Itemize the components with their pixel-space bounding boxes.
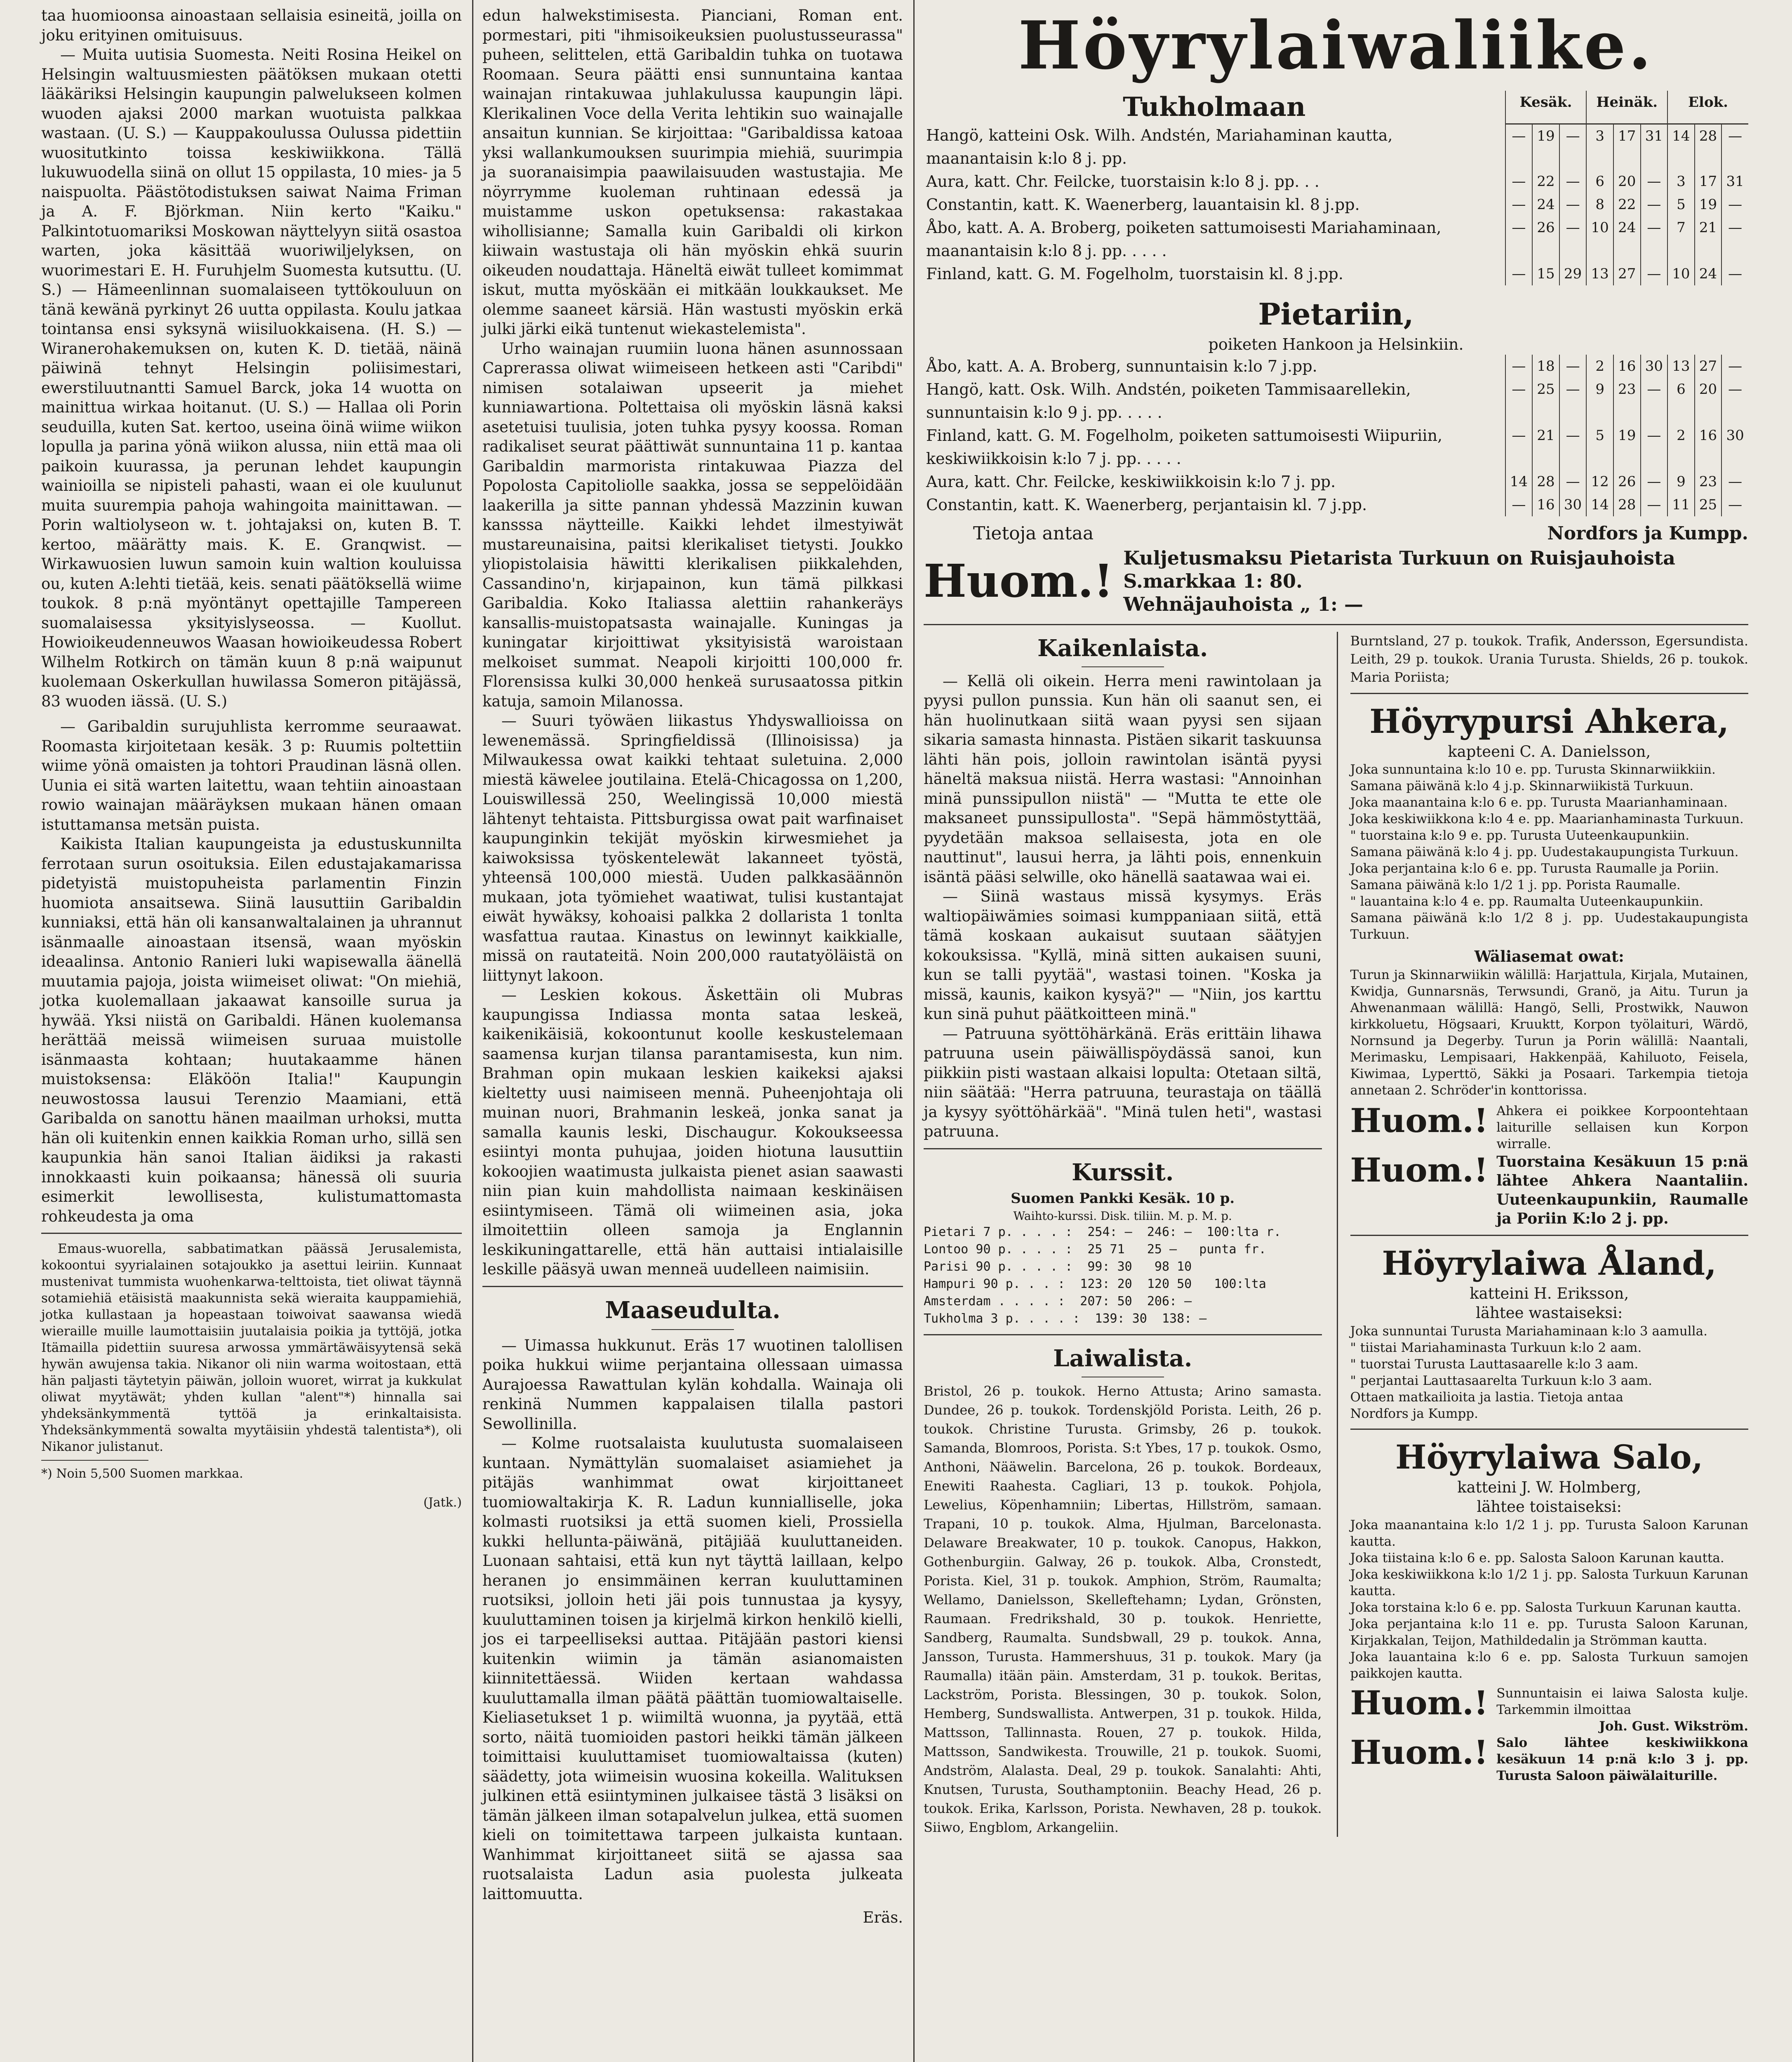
serial-story: Emaus-wuorella, sabbatimatkan päässä Jerusalemista, kokoontui syyrialainen sotajoukko ja asettui leiriin. Kunnaat mustenivat tummista wuohenkarwa-telttoista, tiet oliwat täynnä sotamiehiä etäisistä maakunnista sekä wieraita kauppamiehiä, jotka kullastaan ja hopeastaan toiwoivat saawansa wiedä wieraille muille laumottaisiin juutalaisia poikia ja tyttöjä, jotka Itämailla pidettiin suuresa arwossa ymmärtäwäisyytensä sekä hywän awujensa takia. Nikanor oli niin warma woitostaan, että hän paljasti täytetyin päiwän, jolloin wuoret, wirrat ja kukkulat oliwat myytäwät; yhden kullan "alent"*) hinnalla sai yhdeksänkymmentä tyttöä ja erinkaltaisista. Yhdeksänkymmentä sowalta myytäisiin yhdestä talentista*), oli Nikanor julistanut.	[41, 1241, 462, 1454]
date-cell: —	[1641, 493, 1668, 516]
date-cell: —	[1721, 470, 1748, 493]
destination-heading: Pietariin,	[1258, 297, 1414, 332]
date-cell: 24	[1613, 216, 1641, 262]
ad-schedule	[1350, 1517, 1749, 1682]
date-cell: 13	[1667, 355, 1695, 378]
section-heading: Laiwalista.	[1053, 1345, 1192, 1372]
divider	[1350, 693, 1749, 694]
freight-text: Kuljetusmaksu Pietarista Turkuun on Ruisjauhoista S.markkaa 1: 80.	[1123, 546, 1675, 592]
date-cell: —	[1559, 124, 1587, 170]
column-3	[924, 0, 1748, 1837]
date-cell: 5	[1586, 424, 1613, 470]
article-widows: — Leskien kokous. Äskettäin oli Mubras kaupungissa Indiassa monta sataa leskeä, kaikenikäisiä, kokoontunut koolle keskustelemaan saamensa kurjan tilansa parantamisesta, kun nim. Brahman opin mukaan leskien kaikeksi ajaksi kieltetty uusi naimiseen mennä. Puheenjohtaja oli muinan nuori, Brahmanin leskeä, jonka sanat ja samalla kaunis leski, Dischaugur. Kokoukseessa esiintyi monta puhujaa, joiden hiotuna lausuttiin kokoojien waatimusta julkaista pienet asian saawasti niin pian kuin mahdollista naimaan keskinäisen esiintymiseen. Tämä oli wiimeinen asia, joka ilmoitettiin olleen samoja ja Englannin leskikuningattarelle, että hän auttaisi intialaisille leskille pääsyä uwan menneä uudelleen naimisiin.	[482, 986, 903, 1278]
ship-cell: Finland, katt. G. M. Fogelholm, tuorstaisin kl. 8 j.pp.	[926, 265, 1343, 283]
exchange-table	[924, 1224, 1322, 1328]
misc-article: — Siinä wastaus missä kysymys. Eräs waltiopäiwämies soimasi kumppaniaan siitä, että tämä koskaan aukaisut suutaan säätyjen kokouksissa. "Kyllä, minä sitten aukaisen suuni, kun se talli pyytää", wastasi toinen. "Koska ja missä, kaunis, kaikon kysyä?" — "Niin, jos karttu kun sinä puhut päätkoitteen minä."	[924, 887, 1322, 1023]
date-cell: —	[1721, 216, 1748, 262]
heading-rule	[651, 1329, 734, 1330]
stops-text: Turun ja Skinnarwiikin wälillä: Harjattula, Kirjala, Mutainen, Kwidja, Gunnarsnäs, Terwsundi, Granö, ja Aitu. Turun ja Ahwenanmaan wälillä: Hangö, Selli, Prostwikk, Nauwon kirkkoluetu, Högsaari, Kruuktt, Korpon työlaituri, Wärdö, Nornsund ja Degerby. Turun ja Porin wälillä: Naantali, Merimasku, Lempisaari, Hakkenpää, Kahiluoto, Feisela, Kiwimaa, Lyperttö, Säkki ja Posaari. Tarkempia tietoja annetaan 2. Schröder'in konttorissa.	[1350, 967, 1748, 1098]
stockholm-schedule	[924, 91, 1748, 285]
schedule-line: Joka sunnuntaina k:lo 10 e. pp. Turusta Skinnarwiikkiin.	[1350, 762, 1716, 777]
destination-subheading: poiketen Hankoon ja Helsinkiin.	[1208, 335, 1464, 353]
date-cell: 14	[1505, 470, 1533, 493]
schedule-line: " tuorstaina k:lo 9 e. pp. Turusta Uuteenkaupunkiin.	[1350, 828, 1690, 843]
divider	[1350, 1235, 1749, 1236]
date-cell: 30	[1641, 355, 1668, 378]
agent-name: Nordfors ja Kumpp.	[1547, 523, 1748, 544]
divider	[924, 1334, 1322, 1335]
schedule-row	[924, 170, 1748, 193]
schedule-row	[924, 378, 1748, 424]
date-cell: 25	[1695, 493, 1722, 516]
heading-rule	[1082, 666, 1164, 667]
ship-cell: Hangö, katteini Osk. Wilh. Andstén, Mariahaminan kautta, maanantaisin k:lo 8 j. pp.	[926, 126, 1393, 167]
date-cell: 24	[1695, 262, 1722, 285]
ship-cell: Hangö, katt. Osk. Wilh. Andstén, poiketen Tammisaarellekin, sunnuntaisin k:lo 9 j. pp. . . . .	[926, 380, 1411, 421]
ship-cell: Åbo, katt. A. A. Broberg, sunnuntaisin k:lo 7 j.pp.	[926, 357, 1317, 375]
date-cell: 14	[1586, 493, 1613, 516]
date-cell: 12	[1586, 470, 1613, 493]
date-cell: 20	[1695, 378, 1722, 424]
misc-article: — Patruuna syöttöhärkänä. Eräs erittäin lihawa patruuna usein päiwällispöydässä sanoi, kun piikkiin pisti wastaan alkaisi lopulta: Otetaan siltä, niin säätää: "Herra patruuna, teurastaja on täällä ja kysyy syöttöhärkää". "Minä tulen heti", wastasi patruuna.	[924, 1024, 1322, 1140]
month-header: Kesäk.	[1505, 91, 1587, 124]
date-cell: —	[1559, 170, 1587, 193]
date-cell: —	[1505, 262, 1533, 285]
schedule-line: Ottaen matkailioita ja lastia. Tietoja antaa	[1350, 1389, 1623, 1405]
date-cell: 30	[1559, 493, 1587, 516]
date-cell: —	[1559, 193, 1587, 216]
schedule-row	[924, 193, 1748, 216]
freight-text-2: Wehnäjauhoista „ 1: —	[1123, 593, 1364, 615]
notice-block	[1350, 1152, 1749, 1228]
ad-captain: katteini H. Eriksson,	[1470, 1284, 1629, 1302]
date-cell: 21	[1532, 424, 1559, 470]
contact-label: Tietoja antaa	[973, 523, 1094, 544]
ad-subline: lähtee wastaiseksi:	[1476, 1304, 1623, 1322]
ship-cell: Finland, katt. G. M. Fogelholm, poiketen sattumoisesti Wiipuriin, keskiwiikkoisin k:lo 7 j. pp. . . . .	[926, 426, 1443, 468]
schedule-line: " perjantai Lauttasaarelta Turkuun k:lo 3 aam.	[1350, 1373, 1653, 1388]
article-text: taa huomioonsa ainoastaan sellaisia esineitä, joilla on joku erityinen omituisuus.	[41, 7, 462, 44]
date-cell: 26	[1532, 216, 1559, 262]
exchange-row: Hampuri 90 p. . . : 123: 20 120 50 100:lta	[924, 1277, 1266, 1291]
date-cell: 10	[1586, 216, 1613, 262]
date-cell: 27	[1613, 262, 1641, 285]
date-cell: 2	[1667, 424, 1695, 470]
date-cell: —	[1505, 170, 1533, 193]
date-cell: 29	[1559, 262, 1587, 285]
schedule-row	[924, 493, 1748, 516]
notice-block	[1350, 1685, 1749, 1735]
date-cell: —	[1505, 124, 1533, 170]
month-header: Heinäk.	[1586, 91, 1667, 124]
date-cell: —	[1559, 378, 1587, 424]
contact-line	[924, 523, 1748, 544]
divider	[482, 1286, 903, 1287]
notice-label: Huom.!	[1350, 1683, 1489, 1722]
article-strike: — Suuri työwäen liikastus Yhdyswallioissa on lewenemässä. Springfieldissä (Illinoisissa) ja Milwaukessa owat kaikki tehtaat suletuina. 2,000 miestä käwelee joutilaina. Etelä-Chicagossa on 1,200, Louiswillessä 250, Weelingissä 10,000 miestä lähtenyt tehtaista. Pittsburgissa owat pait warfinaiset kaupunginkin tekijät myöskin kirwesmiehet ja kaiwoksissa työskentelewät lakanneet työstä, yhteensä 100,000 miestä. Uuden palkkasäännön mukaan, jota työmiehet waatiwat, tulisi kustantajat eiwät hywäksy, kohoaisi palkka 2 dollarista 1 tonlta wasfattua rautaa. Kinastus on lewinnyt kaikkialle, missä on rautateitä. Noin 200,000 rautatyöläistä on liittynyt lakoon.	[482, 712, 903, 984]
ship-cell: Aura, katt. Chr. Feilcke, tuorstaisin k:lo 8 j. pp. . .	[926, 172, 1319, 191]
divider	[1350, 1429, 1749, 1430]
date-cell: —	[1505, 424, 1533, 470]
schedule-line: Nordfors ja Kumpp.	[1350, 1406, 1478, 1421]
schedule-row	[924, 355, 1748, 378]
date-cell: 31	[1721, 170, 1748, 193]
subcolumn-right	[1337, 632, 1749, 1837]
section-heading: Kaikenlaista.	[1037, 634, 1208, 662]
article-garibaldi: — Garibaldin surujuhlista kerromme seuraawat. Roomasta kirjoitetaan kesäk. 3 p: Ruumis poltettiin wiime yönä omaisten ja tohtori Praudinan läsnä ollen. Uunia ei sitä warten laitettu, waan tehtiin ainoastaan rowio wainajan määräyksen mukaan hänen omaan istuttamansa metsän puista.	[41, 718, 462, 833]
schedule-line: " tiistai Mariahaminasta Turkuun k:lo 2 aam.	[1350, 1340, 1642, 1355]
freight-notice	[924, 546, 1748, 616]
date-cell: 27	[1695, 355, 1722, 378]
ship-cell: Aura, katt. Chr. Feilcke, keskiwiikkoisin k:lo 7 j. pp.	[926, 472, 1336, 491]
date-cell: —	[1505, 355, 1533, 378]
schedule-line: Samana päiwänä k:lo 4 j.p. Skinnarwiikistä Turkuun.	[1350, 779, 1694, 793]
notice-label: Huom.!	[924, 554, 1114, 607]
date-cell: —	[1641, 470, 1668, 493]
schedule-row	[924, 216, 1748, 262]
schedule-line: Joka perjantaina k:lo 6 e. pp. Turusta Raumalle ja Poriin.	[1350, 861, 1719, 876]
exchange-subheading: Suomen Pankki Kesäk. 10 p.	[1011, 1190, 1235, 1207]
date-cell: —	[1641, 193, 1668, 216]
schedule-line: Joka tiistaina k:lo 6 e. pp. Salosta Saloon Karunan kautta.	[1350, 1550, 1724, 1565]
date-cell: —	[1559, 355, 1587, 378]
lower-section	[924, 632, 1748, 1837]
date-cell: 23	[1695, 470, 1722, 493]
exchange-columns: Waihto-kurssi. Disk. tiliin. M. p. M. p.	[1013, 1209, 1232, 1223]
notice-text: Tuorstaina Kesäkuun 15 p:nä lähtee Ahkera Naantaliin. Uuteenkaupunkiin, Raumalle ja Poriin K:lo 2 j. pp.	[1496, 1153, 1748, 1227]
exchange-row: Amsterdam . . . . : 207: 50 206: —	[924, 1294, 1207, 1309]
notice-block	[1350, 1732, 1749, 1784]
date-cell: 2	[1586, 355, 1613, 378]
notice-text: Salo lähtee keskiwiikkona kesäkuun 14 p:nä k:lo 3 j. pp. Turusta Saloon päiwälaiturille.	[1496, 1735, 1748, 1783]
exchange-row: Tukholma 3 p. . . . : 139: 30 138: —	[924, 1311, 1222, 1326]
section-heading: Kurssit.	[1072, 1158, 1174, 1186]
date-cell: 24	[1532, 193, 1559, 216]
month-header: Elok.	[1667, 91, 1748, 124]
date-cell: 30	[1721, 424, 1748, 470]
article-swedish-notices: — Kolme ruotsalaista kuulutusta suomalaiseen kuntaan. Nymättylän suomalaiset asiamiehet ja pitäjäs wanhimmat owat kirjoittaneet tuomiowaltakirja K. R. Ladun kunnialliselle, joka kolmasti ruotsiksi ja että suomen kieli, Prossiella kukki hellunta-päiwänä, pitäjiää kuuluttaneiden. Luonaan sahtaisi, että kun nyt täyttä laillaan, kelpo heranen jo ensimmäinen kerran kuuluttaminen ruotsiksi, jolloin heti jäi pois tunnustaa ja kysyy, kuuluttaminen toisen ja kirjelmä kirkon henkilö kielli, jos ei tarpeelliseksi auttaa. Pitäjään pastori kiensi kuitenkin wiimin ja tämän asianomaisten kiinnitettäessä. Wiiden kertaan wahdassa kuuluttamalla ilman päätä päättän tuomiowaltaiselle. Kieliasetukset 1 p. wiimiltä wuonna, ja pyytää, että sorto, näitä tuomioiden pastori heikki tämän jälkeen toimittaisi kuuluttamiset tuomiowaltaissa (kuten) säädetty, jota wiimeisin wuosina kokeilla. Walituksen julkinen että esiintyminen julkaisee tästä 3 lisäksi on tämän jälkeen ilman sotapalvelun julkea, että suomen kieli on toimitettawa tarpeen julkaista kuntaan. Wanhimmat kirjoittaneet siitä se ajassa saa ruotsalaista Ladun asia puolesta julkeata laittomuutta.	[482, 1434, 903, 1903]
date-cell: —	[1641, 170, 1668, 193]
schedule-line: " tuorstai Turusta Lauttasaarelle k:lo 3 aam.	[1350, 1356, 1639, 1372]
article-drowned: — Uimassa hukkunut. Eräs 17 wuotinen talollisen poika hukkui wiime perjantaina ollessaan uimassa Aurajoessa Rawattulan kylän kohdalla. Wainaja oli renkinä Nummen kappalaisen tilalla pastori Sewollinilla.	[482, 1336, 903, 1433]
schedule-row	[924, 124, 1748, 170]
notice-label: Huom.!	[1350, 1101, 1489, 1140]
date-cell: 9	[1586, 378, 1613, 424]
date-cell: 19	[1532, 124, 1559, 170]
footnote-rule	[41, 1460, 148, 1461]
continued-label: (Jatk.)	[423, 1495, 462, 1510]
schedule-line: Joka perjantaina k:lo 11 e. pp. Turusta Saloon Karunan, Kirjakkalan, Teijon, Mathildedalin ja Strömman kautta.	[1350, 1616, 1748, 1648]
date-cell: —	[1641, 216, 1668, 262]
footnote: *) Noin 5,500 Suomen markkaa.	[41, 1466, 243, 1481]
ad-captain: kapteeni C. A. Danielsson,	[1448, 742, 1651, 760]
divider	[41, 1233, 462, 1234]
date-cell: —	[1721, 355, 1748, 378]
notice-signature: Joh. Gust. Wikström.	[1599, 1718, 1748, 1734]
exchange-row: Pietari 7 p. . . . : 254: — 246: — 100:lta r.	[924, 1225, 1281, 1239]
subcolumn-left	[924, 632, 1322, 1837]
date-cell: 3	[1586, 124, 1613, 170]
date-cell: 14	[1667, 124, 1695, 170]
schedule-line: Joka lauantaina k:lo 6 e. pp. Salosta Turkuun samojen paikkojen kautta.	[1350, 1649, 1748, 1681]
article-garibaldi-cont: Kaikista Italian kaupungeista ja edustuskunnilta ferrotaan surun osoituksia. Eilen edustajakamarissa pidetyistä muistopuheista parlamentin Finzin huomiota ansaitsewa. Siinä lausuttiin Garibaldin kunniaksi, että hän oli kansanwaltalainen ja uhrannut isänmaalle ainoastaan itsensä, waan myöskin ideaalinsa. Antonio Ranieri luki wapisewalla äänellä muutamia pajoja, joista wiimeiset oliwat: "On miehiä, jotka kuolemallaan jakaawat kansoille surua ja hywää. Yksi niistä on Garibaldi. Hänen kuolemansa herättää meissä wiimeisen suruaa muistolle isänmaasta kohtaan; huutakaamme hänen muistoksensa: Eläköön Italia!" Kaupungin neuwostossa lausui Terenzio Maamiani, että Garibalda on sanottu hänen maailman urhoksi, mutta hän oli kuitenkin ennen kaikkia Roman urho, sillä sen kaupunkia hän sanoi Italian äidiksi ja rakasti innokkaasti kuin poikaansa; hänessä oli suuria esimerkit lewollisesta, kulistumattomasta rohkeudesta ja oma	[41, 835, 462, 1225]
misc-article: — Kellä oli oikein. Herra meni rawintolaan ja pyysi pullon punssia. Kun hän oli saanut sen, ei hän huolinutkaan siitä waan pyysi sen sijaan sikaria samasta hinnasta. Pistäen sikarit taskuunsa lähti hän pois, jolloin rawintolan isäntä pyysi häneltä maksua niistä. Herra wastasi: "Annoinhan minä punssipullon niistä" — "Mutta te ette ole maksaneet punssipullosta". "Sepä hämmöstyttää, pyydetään maksoa sellaisesta, jota en ole nauttinut", lausui herra, ja lähti pois, ennenkuin isäntä pääsi selwille, oko hänellä saatawaa wai ei.	[924, 672, 1322, 886]
notice-label: Huom.!	[1350, 1732, 1489, 1772]
schedule-line: Joka maanantaina k:lo 1/2 1 j. pp. Turusta Saloon Karunan kautta.	[1350, 1517, 1748, 1549]
date-cell: 17	[1695, 170, 1722, 193]
date-cell: 11	[1667, 493, 1695, 516]
column-rule	[472, 0, 473, 2062]
ad-heading: Höyrylaiwa Salo,	[1395, 1437, 1703, 1476]
column-rule	[913, 0, 915, 2062]
article-news-finland: — Muita uutisia Suomesta. Neiti Rosina Heikel on Helsingin waltuusmiesten päätöksen mukaan otetti lääkäriksi Helsingin kaupungin palwelukseen kolmen wuoden ajaksi 2000 markan wuotuista palkkaa wastaan. (U. S.) — Kauppakoulussa Oulussa pidettiin wuositutkinto toissa keskiwiikkona. Tällä lukuwuodella siinä on ollut 15 oppilasta, 10 mies- ja 5 naispuolta. Päästötodistuksen saiwat Naima Friman ja A. F. Björkman. Niin kerto "Kaiku." Palkintotuomariksi Moskowan näyttelyyn siitä osastoa warten, joka käsittää wuoriwiljelyksen, on wuorimestari E. H. Furuhjelm Suomesta kutsuttu. (U. S.) — Hämeenlinnan suomalaiseen tyttökouluun on tänä kewänä pyrkinyt 26 uutta oppilasta. Koulu jatkaa tointansa ensi syksynä wiisiluokkaisena. (H. S.) — Wiranerohakemuksen on, kuten K. D. tietää, näinä päiwinä tehnyt Helsingin poliisimestari, ewerstiluutnantti Samuel Barck, joka 14 wuotta on mainittua wirkaa hoitanut. (U. S.) — Hallaa oli Porin seuduilla, kuten Sat. kertoo, useina öinä wiime wiikon lopulla ja parina yönä wiikon alussa, niin että maa oli paikoin kuurassa, ja perunan lehdet kaupungin wainioilla se nipisteli pahasti, waan ei ole kuulunut muita suurempia pahoja wahingoita mainittawan. — Porin waltiolyseon w. t. johtajaksi on, kuten B. T. kertoo, määrätty mais. K. E. Granqwist. — Wirkawuosien luwun samoin kuin waltion kouluissa ou, kuten A:lehti tietää, keis. senati päätöksellä wiime toukok. 8 p:nä myöntänyt opettajille Tampereen suomalaisessa yksityislyseossa. — Kuollut. Howioikeudenneuwos Waasan howioikeudessa Robert Wilhelm Rotkirch on tämän kuun 8 p:nä waipunut kuolemaan Oskerkullan huwilassa Someron pitäjässä, 83 wuoden iässä. (U. S.)	[41, 46, 462, 710]
divider	[924, 624, 1748, 625]
notice-text: Ahkera ei poikkee Korpoontehtaan laiturille sellaisen kun Korpon wirralle.	[1496, 1103, 1748, 1151]
date-cell: —	[1721, 193, 1748, 216]
date-cell: 23	[1613, 378, 1641, 424]
date-cell: 20	[1613, 170, 1641, 193]
date-cell: 19	[1695, 193, 1722, 216]
ad-heading: Höyrylaiwa Åland,	[1382, 1243, 1717, 1283]
date-cell: 6	[1586, 170, 1613, 193]
schedule-line: Joka keskiwiikkona k:lo 1/2 1 j. pp. Salosta Turkuun Karunan kautta.	[1350, 1567, 1748, 1598]
destination-heading: Tukholmaan	[1123, 92, 1306, 122]
article-text: Urho wainajan ruumiin luona hänen asunnossaan Caprerassa oliwat wiimeiseen hetkeen asti "Caribdi" nimisen sotalaiwan upseerit ja miehet kunniawartiona. Poltettaisa oli myöskin läsnä kaksi asetetuisi tuulisia, joten tuhka pysyy koossa. Roman radikaliset seurat päättiwät sunnuntaina 11 p. kantaa Garibaldin marmorista rintakuwaa Piazza del Popolosta Capitoliolle saakka, jossa se seppelöidään laakerilla ja sitte pannan yhdessä Mazzinin kuwan kansssa näytteille. Kaikki lehdet ilmestyiwät mustareunaisina, paitsi klerikaliset tietysti. Joukko yliopistolaisia häwitti klerikalisen piikkalehden, Cassandino'n, kirjapainon, kun tämä pilkkasi Garibaldia. Koko Italiassa alettiin rahankeräys kansallis-muistopatsasta wainajalle. Kuningas ja kuningatar kirjoittiwat yksityisistä waroistaan melkoiset summat. Neapoli kirjoitti 100,000 fr. Florensissa kulki 30,000 henkeä surusaatossa pitkin katuja, samoin Milanossa.	[482, 339, 903, 710]
date-cell: 13	[1586, 262, 1613, 285]
date-cell: —	[1559, 424, 1587, 470]
schedule-line: Samana päiwänä k:lo 1/2 8 j. pp. Uudestakaupungista Turkuun.	[1350, 911, 1748, 942]
date-cell: —	[1505, 493, 1533, 516]
notice-label: Huom.!	[1350, 1150, 1489, 1189]
date-cell: 15	[1532, 262, 1559, 285]
column-1	[41, 0, 462, 1511]
date-cell: 18	[1532, 355, 1559, 378]
ad-heading: Höyrypursi Ahkera,	[1369, 701, 1729, 741]
date-cell: 10	[1667, 262, 1695, 285]
signature: Eräs.	[863, 1909, 903, 1926]
date-cell: 28	[1695, 124, 1722, 170]
date-cell: 6	[1667, 378, 1695, 424]
schedule-row	[924, 470, 1748, 493]
ship-cell: Constantin, katt. K. Waenerberg, perjantaisin kl. 7 j.pp.	[926, 495, 1367, 514]
exchange-row: Lontoo 90 p. . . . : 25 71 25 — punta fr.	[924, 1242, 1266, 1257]
date-cell: 28	[1613, 493, 1641, 516]
date-cell: —	[1505, 378, 1533, 424]
divider	[924, 1148, 1322, 1149]
date-cell: 22	[1613, 193, 1641, 216]
date-cell: —	[1559, 216, 1587, 262]
exchange-row: Parisi 90 p. . . . : 99: 30 98 10	[924, 1259, 1214, 1274]
date-cell: 16	[1695, 424, 1722, 470]
date-cell: 28	[1532, 470, 1559, 493]
petersburg-schedule	[924, 355, 1748, 516]
date-cell: 8	[1586, 193, 1613, 216]
date-cell: 17	[1613, 124, 1641, 170]
notice-text: Sunnuntaisin ei laiwa Salosta kulje. Tarkemmin ilmoittaa	[1496, 1685, 1748, 1717]
date-cell: 9	[1667, 470, 1695, 493]
date-cell: —	[1505, 193, 1533, 216]
schedule-line: Joka torstaina k:lo 6 e. pp. Salosta Turkuun Karunan kautta.	[1350, 1600, 1741, 1615]
date-cell: —	[1641, 262, 1668, 285]
date-cell: —	[1721, 378, 1748, 424]
schedule-line: Samana päiwänä k:lo 4 j. pp. Uudestakaupungista Turkuun.	[1350, 845, 1739, 859]
schedule-line: Joka maanantaina k:lo 6 e. pp. Turusta Maarianhaminaan.	[1350, 795, 1728, 810]
notice-block	[1350, 1103, 1749, 1152]
date-cell: 21	[1695, 216, 1722, 262]
page-title: Höyrylaiwaliike.	[1018, 7, 1654, 84]
ship-cell: Åbo, katt. A. A. Broberg, poiketen sattumoisesti Mariahaminaan, maanantaisin k:lo 8 j. pp. . . . .	[926, 219, 1442, 260]
ad-captain: katteini J. W. Holmberg,	[1457, 1478, 1641, 1496]
date-cell: 26	[1613, 470, 1641, 493]
date-cell: —	[1721, 124, 1748, 170]
date-cell: 7	[1667, 216, 1695, 262]
date-cell: —	[1505, 216, 1533, 262]
date-cell: —	[1721, 262, 1748, 285]
date-cell: 16	[1613, 355, 1641, 378]
schedule-line: Joka keskiwiikkona k:lo 4 e. pp. Maarianhaminasta Turkuun.	[1350, 812, 1744, 826]
date-cell: 19	[1613, 424, 1641, 470]
date-cell: 3	[1667, 170, 1695, 193]
date-cell: 31	[1641, 124, 1668, 170]
schedule-row	[924, 262, 1748, 285]
date-cell: 16	[1532, 493, 1559, 516]
ship-list: Bristol, 26 p. toukok. Herno Attusta; Arino samasta. Dundee, 26 p. toukok. Tordenskjöld Porista. Leith, 26 p. toukok. Christine Turusta. Grimsby, 26 p. toukok. Samanda, Blomroos, Porista. S:t Ybes, 17 p. toukok. Osmo, Anthoni, Nääwelin. Barcelona, 26 p. toukok. Bordeaux, Enewiti Raahesta. Cagliari, 13 p. toukok. Pohjola, Lewelius, Köpenhamniin; Libertas, Hillström, samaan. Trapani, 10 p. toukok. Alma, Hjulman, Barcelonasta. Delaware Breakwater, 10 p. toukok. Canopus, Hakkon, Gothenburgiin. Galway, 26 p. toukok. Alba, Cronstedt, Porista. Kiel, 31 p. toukok. Amphion, Ström, Raumalta; Wellamo, Danielsson, Skelleftehamn; Lydan, Grönsten, Raumaan. Fredrikshald, 30 p. toukok. Henriette, Sandberg, Raumalta. Sundsbwall, 29 p. toukok. Anna, Jansson, Turusta. Hammershuus, 31 p. toukok. Mary (ja Raumalla) itään päin. Amsterdam, 31 p. toukok. Beritas, Lackström, Porista. Blessingen, 30 p. toukok. Solon, Hemberg, Sundswallista. Antwerpen, 31 p. toukok. Hilda, Mattsson, Tallinnasta. Rouen, 27 p. toukok. Hilda, Mattsson, Sandwikesta. Trouwille, 21 p. toukok. Suomi, Andström, Alalasta. Deal, 29 p. toukok. Sanalahti: Ahti, Knutsen, Turusta, Southamptoniin. Beachy Head, 26 p. toukok. Erika, Karlsson, Porista. Newhaven, 28 p. toukok. Siiwo, Engblom, Arkangeliin.	[924, 1383, 1322, 1835]
column-2	[482, 0, 903, 1928]
article-text: edun halwekstimisesta. Pianciani, Roman ent. pormestari, piti "ihmisoikeuksien puolustusseurassa" puheen, selittelen, että Garibaldin tuhka on tuotawa Roomaan. Seura päätti ensi sunnuntaina kantaa wainajan rintakuwaa juhlakulussa kaupungin läpi. Klerikalinen Voce della Verita lehtikin suo wainajalle ansaitun kunnian. Se kirjoittaa: "Garibaldissa katoaa yksi wallankumouksen suurimpia miehiä, suurimpia ja suoranaisimpia paawilaisuuden wastustajia. Me nöyrrymme kuoleman ruhtinaan edessä ja muistamme uskon opetuksensa: rakastakaa wihollisianne; Samalla kuin Garibaldi oli kirkon kiiwain wastustaja oli hän myöskin ehkä suurin oikeuden noudattaja. Häneltä eiwät tulleet komimmat iskut, mutta myöskään ei mitkään loukkaukset. Me olemme saaneet kärsiä. Hän wastusti myöskin erkä julki järki eikä tuntenut wiekastelemista".	[482, 7, 903, 338]
schedule-line: Joka sunnuntai Turusta Mariahaminaan k:lo 3 aamulla.	[1350, 1323, 1707, 1339]
schedule-line: Samana päiwänä k:lo 1/2 1 j. pp. Porista Raumalle.	[1350, 878, 1681, 892]
date-cell: —	[1559, 470, 1587, 493]
date-cell: 25	[1532, 378, 1559, 424]
date-cell: 22	[1532, 170, 1559, 193]
date-cell: —	[1721, 493, 1748, 516]
date-cell: 5	[1667, 193, 1695, 216]
schedule-line: " lauantaina k:lo 4 e. pp. Raumalta Uuteenkaupunkiin.	[1350, 894, 1703, 909]
ad-schedule	[1350, 1323, 1749, 1422]
stops-heading: Wäliasemat owat:	[1474, 947, 1624, 965]
ship-list-cont: Burntsland, 27 p. toukok. Trafik, Andersson, Egersundista. Leith, 29 p. toukok. Urania Turusta. Shields, 26 p. toukok. Maria Poriista;	[1350, 633, 1748, 685]
date-cell: —	[1641, 424, 1668, 470]
ad-subline: lähtee toistaiseksi:	[1477, 1498, 1622, 1516]
schedule-row	[924, 424, 1748, 470]
ship-cell: Constantin, katt. K. Waenerberg, lauantaisin kl. 8 j.pp.	[926, 195, 1360, 214]
ad-schedule	[1350, 761, 1749, 943]
date-cell: —	[1641, 378, 1668, 424]
section-heading: Maaseudulta.	[605, 1296, 781, 1324]
